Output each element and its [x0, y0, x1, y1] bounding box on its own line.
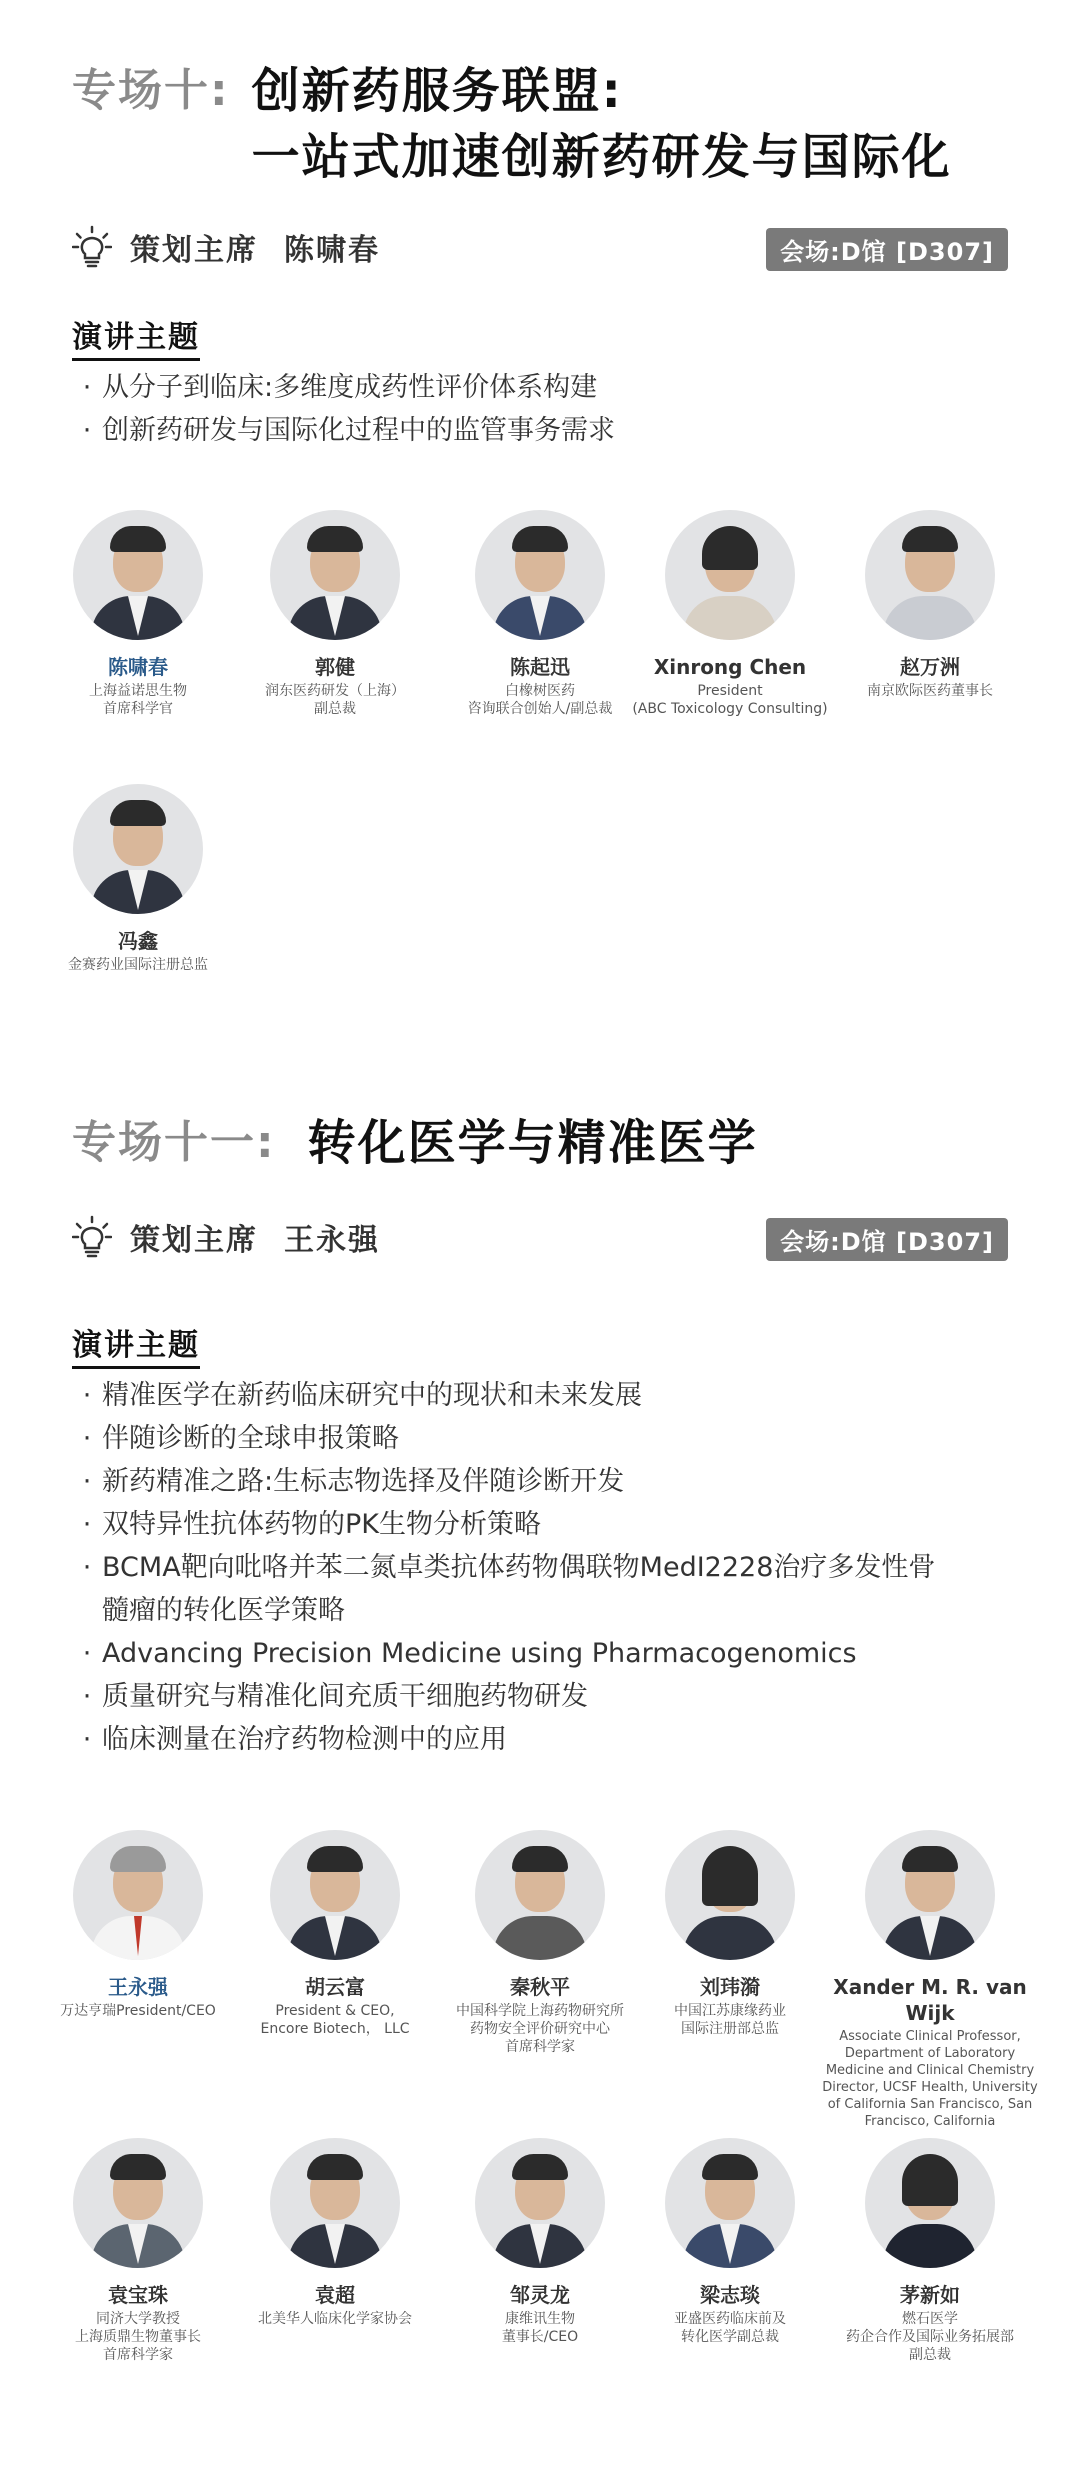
- session-10-title-line1: 创新药服务联盟:: [251, 63, 623, 119]
- speaker-photo: [475, 2138, 605, 2268]
- speaker-title: Associate Clinical Professor, Department of Laboratory Medicine and Clinical Chemistry Director, UCSF Health, University of California San Francisco, San Francisco, California: [822, 2029, 1038, 2129]
- session-11-prefix: 专场十一:: [72, 1117, 276, 1168]
- speaker-name: 邹灵龙: [510, 2283, 570, 2307]
- chair-name: 陈啸春: [284, 233, 380, 268]
- speaker-name: Xander M. R. van Wijk: [833, 1975, 1027, 2025]
- speaker-card: [440, 510, 640, 718]
- session-11-title-main: 转化医学与精准医学: [307, 1115, 758, 1171]
- chair-label: 策划主席: [130, 1223, 258, 1258]
- speaker-photo: [270, 2138, 400, 2268]
- lightbulb-icon: [72, 225, 112, 269]
- topics-list: [72, 366, 972, 452]
- session-10-title-line2: 一站式加速创新药研发与国际化: [251, 129, 952, 185]
- session-10-chair: [72, 222, 1008, 272]
- venue-badge: 会场:D馆 [D307]: [766, 1218, 1008, 1261]
- session-11: [0, 1080, 1080, 2471]
- speaker-title: 亚盛医药临床前及 转化医学副总裁: [674, 2311, 786, 2345]
- topic-item: · 临床测量在治疗药物检测中的应用: [82, 1724, 507, 1755]
- speaker-card: [48, 784, 228, 974]
- speaker-photo: [270, 510, 400, 640]
- speaker-title: 南京欧际医药董事长: [867, 683, 993, 699]
- speaker-title: 康维讯生物 董事长/CEO: [501, 2311, 579, 2345]
- speaker-name: 袁超: [315, 2283, 355, 2307]
- speaker-card: [630, 2138, 830, 2346]
- speaker-name: 刘玮漪: [700, 1975, 760, 1999]
- lightbulb-icon: [72, 1215, 112, 1259]
- topic-item: · 伴随诊断的全球申报策略: [82, 1423, 399, 1454]
- speaker-photo: [665, 1830, 795, 1960]
- speaker-title: 燃石医学 药企合作及国际业务拓展部 副总裁: [846, 2311, 1014, 2363]
- speaker-photo: [475, 510, 605, 640]
- session-10-title: [72, 58, 952, 190]
- topics-heading: 演讲主题: [72, 1320, 200, 1369]
- session-11-chair: [72, 1212, 1008, 1262]
- speaker-name: 秦秋平: [510, 1975, 570, 1999]
- speaker-title: President (ABC Toxicology Consulting): [632, 683, 828, 717]
- speaker-photo: [865, 2138, 995, 2268]
- topic-item: · 质量研究与精准化间充质干细胞药物研发: [82, 1681, 588, 1712]
- speaker-photo: [865, 510, 995, 640]
- topic-item: · BCMA靶向吡咯并苯二氮卓类抗体药物偶联物MedI2228治疗多发性骨髓瘤的转化医学策略: [82, 1552, 936, 1626]
- speaker-card: [245, 1830, 425, 2038]
- speaker-photo: [73, 1830, 203, 1960]
- chair-name: 王永强: [284, 1223, 380, 1258]
- speaker-photo: [73, 2138, 203, 2268]
- speaker-card: [48, 1830, 228, 2020]
- speaker-card: [620, 510, 840, 718]
- speaker-title: 北美华人临床化学家协会: [258, 2311, 412, 2327]
- speaker-photo: [665, 510, 795, 640]
- speaker-name: 胡云富: [305, 1975, 365, 1999]
- session-10: [0, 0, 1080, 1040]
- speaker-title: 金赛药业国际注册总监: [68, 957, 208, 973]
- session-11-title: [72, 1110, 758, 1176]
- speaker-name: 陈啸春: [108, 655, 168, 679]
- speaker-card: [425, 1830, 655, 2056]
- speaker-name: 冯鑫: [118, 929, 158, 953]
- speaker-photo: [865, 1830, 995, 1960]
- speaker-name: 陈起迅: [510, 655, 570, 679]
- topic-item: · 从分子到临床:多维度成药性评价体系构建: [82, 372, 598, 403]
- speaker-title: 同济大学教授 上海质鼎生物董事长 首席科学家: [75, 2311, 201, 2363]
- speaker-card: [48, 2138, 228, 2364]
- speaker-card: [630, 1830, 830, 2038]
- speaker-name: 梁志琰: [700, 2283, 760, 2307]
- speaker-card: [830, 510, 1030, 700]
- topic-item: · 精准医学在新药临床研究中的现状和未来发展: [82, 1380, 642, 1411]
- speaker-title: 润东医药研发（上海） 副总裁: [265, 683, 405, 717]
- topics-list: [72, 1374, 972, 1761]
- venue-badge: 会场:D馆 [D307]: [766, 228, 1008, 271]
- topic-item: · 双特异性抗体药物的PK生物分析策略: [82, 1509, 541, 1540]
- topic-item: · 创新药研发与国际化过程中的监管事务需求: [82, 415, 615, 446]
- speaker-card: [245, 510, 425, 718]
- speaker-photo: [475, 1830, 605, 1960]
- speaker-name: 郭健: [315, 655, 355, 679]
- topic-item: · Advancing Precision Medicine using Pharmacogenomics: [82, 1638, 857, 1669]
- speaker-title: 中国科学院上海药物研究所 药物安全评价研究中心 首席科学家: [456, 2003, 624, 2055]
- speaker-name: 袁宝珠: [108, 2283, 168, 2307]
- speaker-title: 万达亨瑞President/CEO: [60, 2003, 216, 2019]
- topics-heading: 演讲主题: [72, 312, 200, 361]
- speaker-photo: [665, 2138, 795, 2268]
- speaker-title: President & CEO, Encore Biotech， LLC: [260, 2003, 410, 2037]
- speaker-card: [440, 2138, 640, 2346]
- speaker-card: [48, 510, 228, 718]
- speaker-name: 王永强: [108, 1975, 168, 1999]
- speaker-card: [820, 2138, 1040, 2364]
- speaker-card: [245, 2138, 425, 2328]
- topic-item: · 新药精准之路:生标志物选择及伴随诊断开发: [82, 1466, 625, 1497]
- session-10-prefix: 专场十:: [72, 65, 230, 116]
- speaker-photo: [73, 784, 203, 914]
- speaker-name: 茅新如: [900, 2283, 960, 2307]
- speaker-name: 赵万洲: [900, 655, 960, 679]
- speaker-title: 中国江苏康缘药业 国际注册部总监: [674, 2003, 786, 2037]
- speaker-title: 白橡树医药 咨询联合创始人/副总裁: [467, 683, 613, 717]
- speaker-title: 上海益诺思生物 首席科学官: [89, 683, 187, 717]
- speaker-card: [812, 1830, 1048, 2130]
- speaker-photo: [270, 1830, 400, 1960]
- chair-label: 策划主席: [130, 233, 258, 268]
- speaker-photo: [73, 510, 203, 640]
- speaker-name: Xinrong Chen: [653, 655, 807, 679]
